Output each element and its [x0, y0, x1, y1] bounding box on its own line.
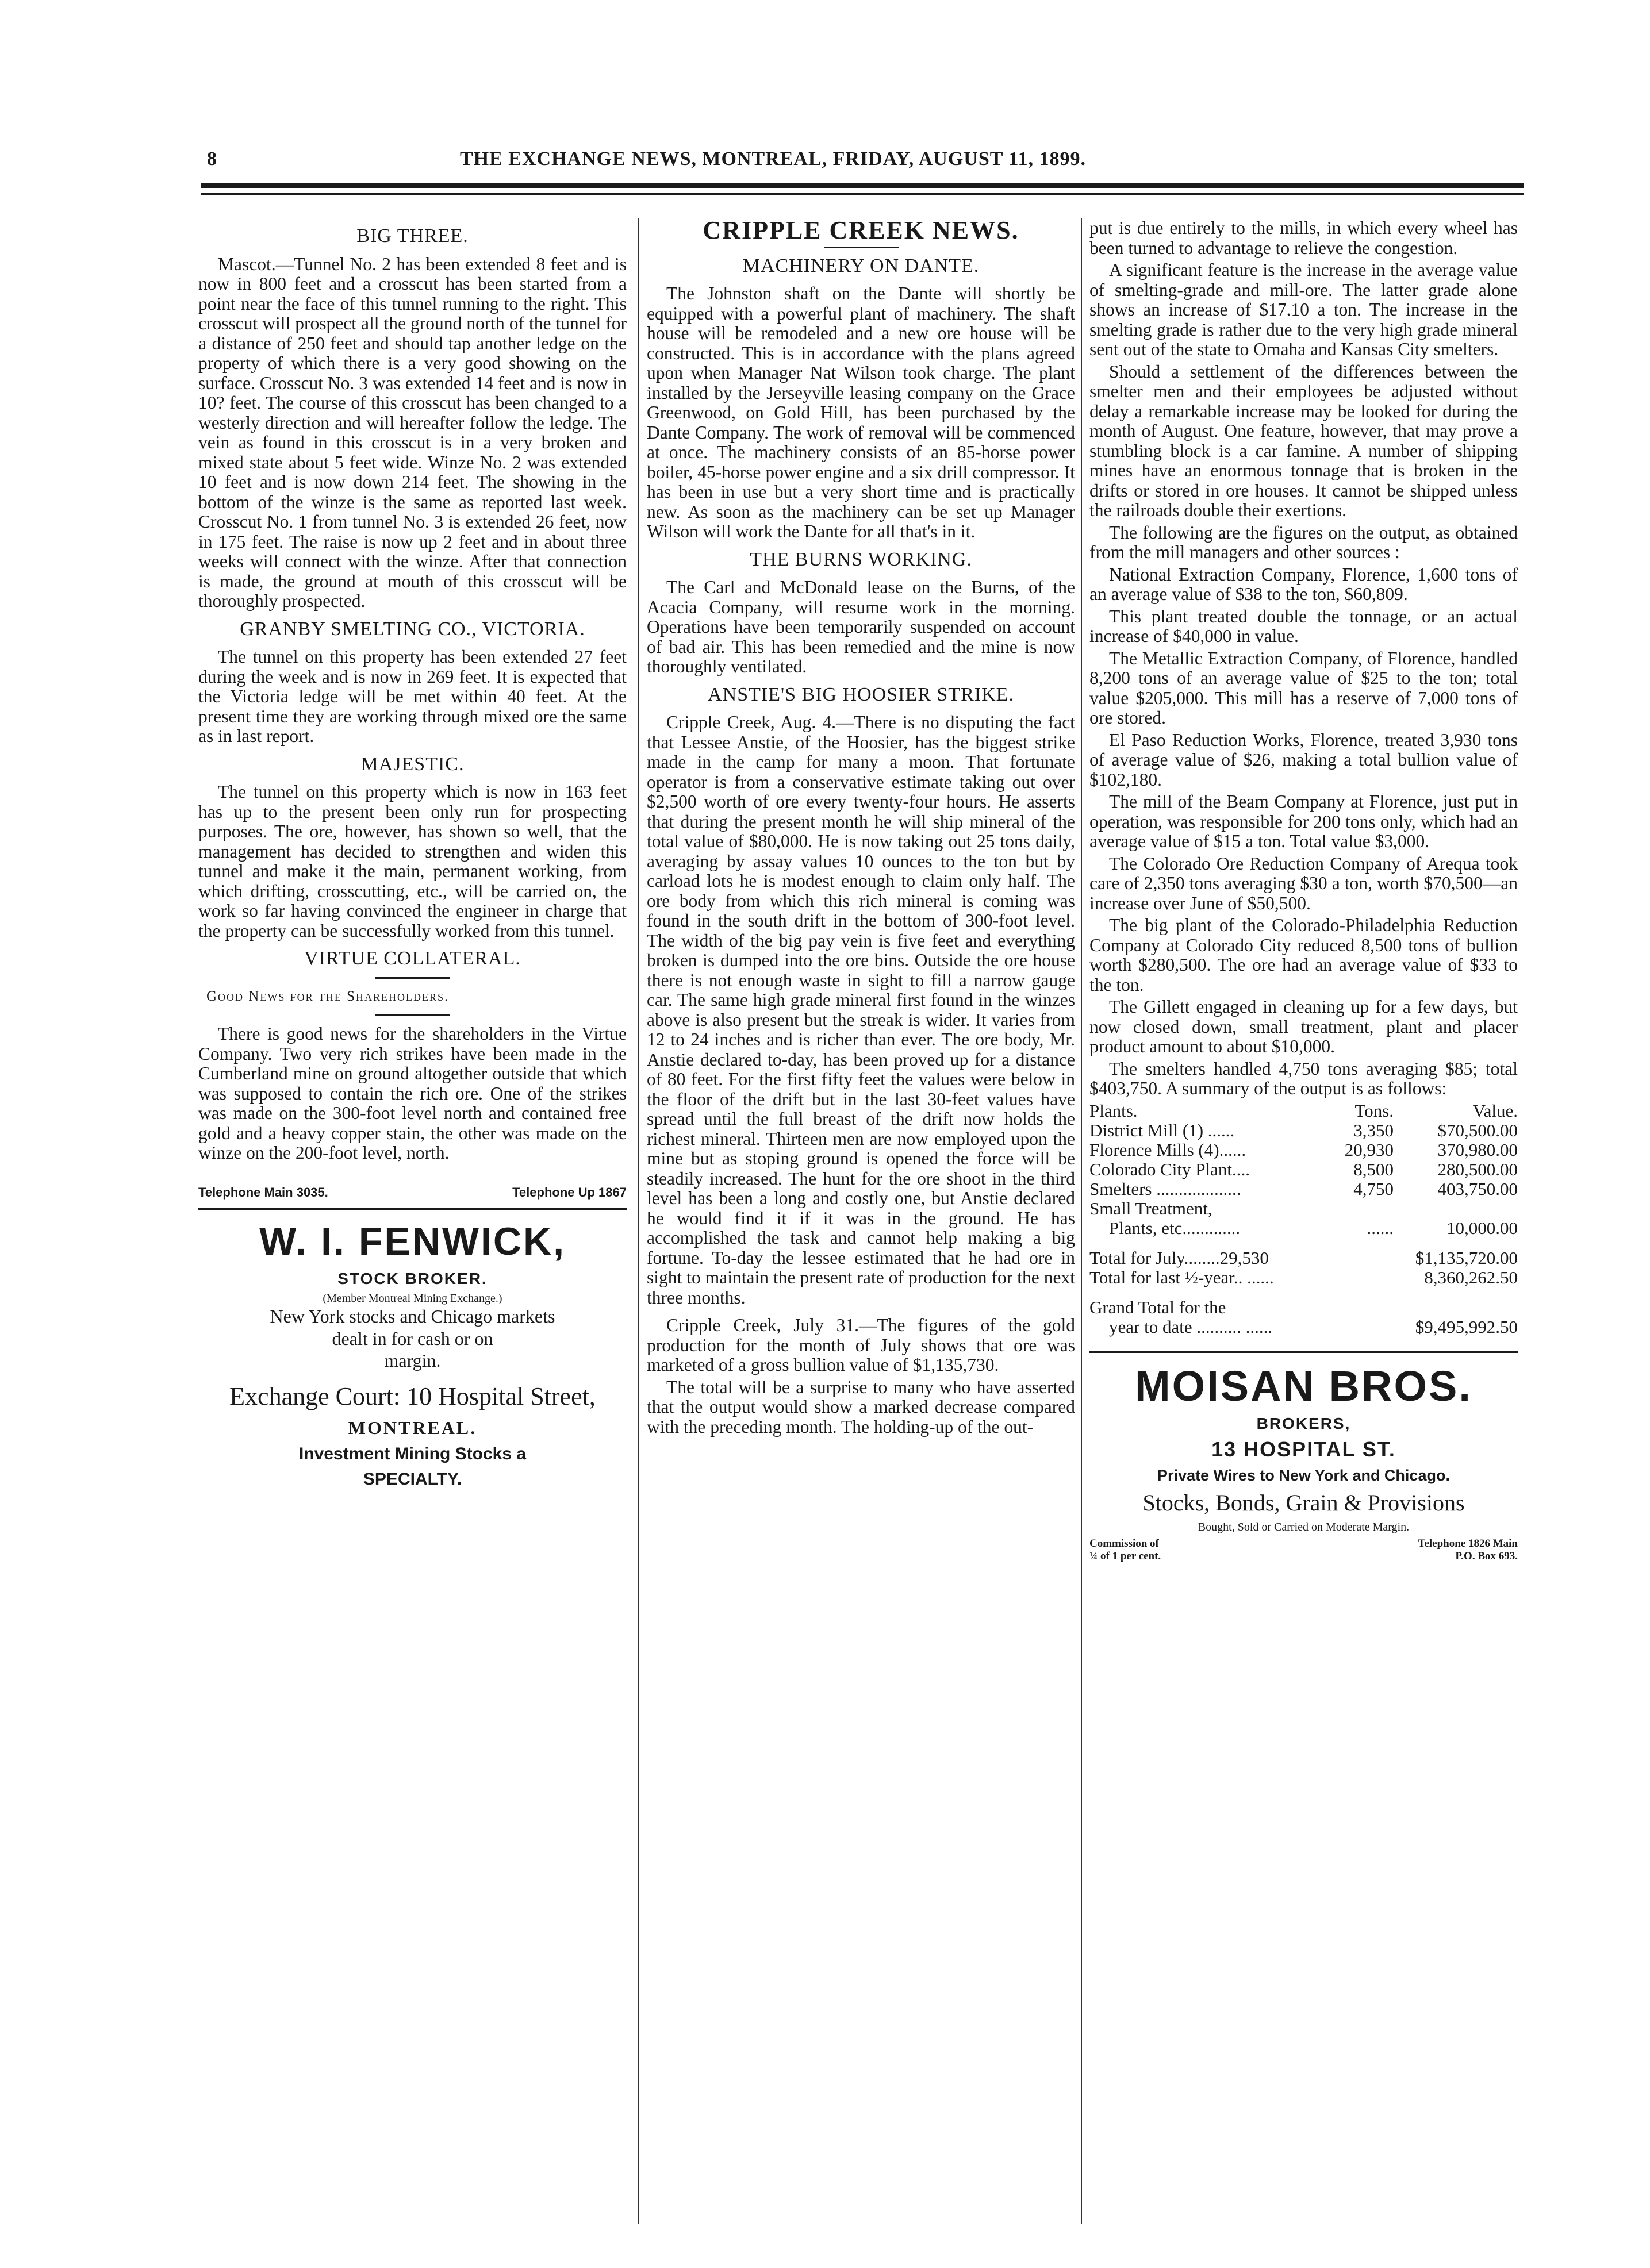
table-cell: 3,350: [1353, 1120, 1394, 1140]
moisan-advertisement: [1089, 1361, 1518, 1563]
article-paragraph: The Gillett engaged in cleaning up for a few days, but now closed down, small treatment, plant and placer product amount to about $10,000.: [1089, 997, 1518, 1056]
section-masthead: CRIPPLE CREEK NEWS.: [703, 216, 1019, 244]
article-paragraph: Should a settlement of the differences between the smelter men and their employees be adjusted without delay a remarkable increase may be looked for during the month of August. One feature, however, that may prove a stumbling block is a car famine. A number of shipping mines have an enormous tonnage that is broken in the drifts or stored in ore houses. It cannot be shipped unless the railroads double their exertions.: [1089, 361, 1518, 520]
table-row: [1089, 1199, 1518, 1218]
section-heading: ANSTIE'S BIG HOOSIER STRIKE.: [708, 683, 1014, 705]
section-subheading: Good News for the Shareholders.: [206, 988, 450, 1004]
output-summary-table: [1089, 1101, 1518, 1238]
article-paragraph: The following are the figures on the output, as obtained from the mill managers and other sources :: [1089, 522, 1518, 562]
article-paragraph: National Extraction Company, Florence, 1,600 tons of an average value of $38 to the ton, $60,809.: [1089, 564, 1518, 604]
table-header: Tons.: [1354, 1100, 1394, 1121]
table-row: [1089, 1140, 1518, 1160]
article-paragraph: The total will be a surprise to many who have asserted that the output would show a marked decrease compared with the preceding month. The holding-up of the out-: [647, 1377, 1075, 1437]
section-heading: VIRTUE COLLATERAL.: [304, 948, 521, 969]
article-paragraph: The tunnel on this property has been extended 27 feet during the week and is now in 269 feet. It is expected that the Victoria ledge will be met within 40 feet. At the present time they are working through mixed ore the same as in last report.: [198, 647, 627, 746]
table-row: [1089, 1179, 1518, 1199]
total-row: [1089, 1248, 1518, 1268]
article-paragraph: put is due entirely to the mills, in which every wheel has been turned to advantage to relieve the congestion.: [1089, 218, 1518, 258]
grand-total-label: Grand Total for the: [1089, 1297, 1226, 1317]
header-rule-thin: [201, 193, 1524, 195]
grand-total-row: [1089, 1317, 1518, 1337]
table-cell: Colorado City Plant....: [1089, 1159, 1250, 1179]
header-rule: [201, 183, 1524, 188]
article-paragraph: The Carl and McDonald lease on the Burns, of the Acacia Company, will resume work in the morning. Operations have been temporarily suspended on account of bad air. This has been remedied and the mine is now thoroughly ventilated.: [647, 577, 1075, 676]
telephone-up: Telephone Up 1867: [512, 1185, 627, 1200]
article-paragraph: Mascot.—Tunnel No. 2 has been extended 8 feet and is now in 800 feet and a crosscut has been started from a point near the face of this tunnel running to the right. This crosscut will prospect all the ground north of the tunnel for a distance of 250 feet and should tap another ledge on the property of which there is a very good showing on the surface. Crosscut No. 3 was extended 14 feet and is now in 10? feet. The course of this crosscut has been changed to a westerly direction and will hereafter follow the ledge. The vein as found in this crosscut is in a very broken and mixed state about 5 feet wide. Winze No. 2 was extended 10 feet and is now down 214 feet. The showing in the bottom of the winze is the same as reported last week. Crosscut No. 1 from tunnel No. 3 is extended 26 feet, now in 175 feet. The raise is now up 2 feet and in about three weeks will connect with the winze. After that connection is made, the ground at mouth of this crosscut will be thoroughly prospected.: [198, 253, 627, 611]
grand-total-label: year to date .......... ......: [1109, 1316, 1273, 1337]
table-cell: Small Treatment,: [1089, 1198, 1212, 1218]
article-paragraph: The Johnston shaft on the Dante will shortly be equipped with a powerful plant of machinery. The shaft house will be remodeled and a new ore house will be constructed. This is in accordance with the plans agreed upon when Manager Nat Wilson took charge. The plant installed by the Jerseyville leasing company on the Grace Greenwood, on Gold Hill, has been purchased by the Dante Company. The work of removal will be commenced at once. The machinery consists of an 85-horse power boiler, 45-horse power engine and a six drill compressor. It has been in use but a very short time and is practically new. As soon as the machinery can be set up Manager Wilson will work the Dante for all that's in it.: [647, 283, 1075, 541]
article-paragraph: There is good news for the shareholders in the Virtue Company. Two very rich strikes have been made in the Cumberland mine on ground altogether outside that which was supposed to contain the rich ore. One of the strikes was made on the 300-foot level north and contained free gold and a heavy copper stain, the other was made on the winze on the 200-foot level, north.: [198, 1024, 627, 1163]
table-header-row: [1089, 1101, 1518, 1121]
article-paragraph: The Colorado Ore Reduction Company of Arequa took care of 2,350 tons averaging $30 a ton, worth $70,500—an increase over June of $50,500.: [1089, 853, 1518, 913]
article-paragraph: The big plant of the Colorado-Philadelphia Reduction Company at Colorado City reduced 8,500 tons of bullion worth $280,500. The ore had an average value of $33 to the ton.: [1089, 915, 1518, 995]
section-heading: MACHINERY ON DANTE.: [742, 255, 980, 276]
table-cell: 280,500.00: [1437, 1159, 1518, 1179]
article-paragraph: Cripple Creek, Aug. 4.—There is no disputing the fact that Lessee Anstie, of the Hoosier, has the biggest strike made in the camp for many a moon. That fortunate operator is from a conservative estimate taking out over $2,500 worth of ore every twenty-four hours. He asserts that during the present month he will ship mineral of the total value of $80,000. He is now taking out 25 tons daily, averaging by assay values 10 ounces to the ton but by carload lots he is modest enough to claim only half. The ore body from which this rich mineral is coming was found in the south drift in the bottom of 300-foot level. The width of the big pay vein is five feet and everything broken is dumped into the ore bins. Outside the ore house there is not enough waste in sight to fill a narrow gauge car. The same high grade mineral first found in the winzes above is also present but the streak is wider. It varies from 12 to 24 inches and is richer than ever. The ore body, Mr. Anstie declared to-day, has been proved up for a distance of 80 feet. For the first fifty feet the values were below in the floor of the drift but in the last 30-feet values have spread until the full breast of the drift now holds the richest mineral. Thirteen men are now employed upon the mine but as stoping ground is opened the force will be steadily increased. The hunt for the ore shoot in the third level has been a long and costly one, but Anstie declared he would find it if it was in the ground. He has accomplished the task and cannot help making a big fortune. To-day the lessee estimated that he had ore in sight to maintain the present rate of production for the next three months.: [647, 712, 1075, 1308]
table-cell: District Mill (1) ......: [1089, 1120, 1235, 1140]
ad-line: Private Wires to New York and Chicago.: [1157, 1467, 1450, 1485]
ad-line: New York stocks and Chicago markets: [270, 1306, 555, 1327]
commission-note: Commission of ¼ of 1 per cent.: [1089, 1537, 1161, 1563]
fenwick-advertisement: [198, 1218, 627, 1490]
total-value: 8,360,262.50: [1424, 1267, 1518, 1287]
table-cell: ......: [1367, 1217, 1394, 1238]
article-paragraph: The smelters handled 4,750 tons averaging $85; total $403,750. A summary of the output is as follows:: [1089, 1058, 1518, 1098]
article-paragraph: The Metallic Extraction Company, of Florence, handled 8,200 tons of an average value of $25 to the ton; total value $205,000. This mill has a reserve of 7,000 tons of ore stored.: [1089, 648, 1518, 728]
total-label: Total for last ½-year.. ......: [1089, 1267, 1274, 1287]
section-heading: MAJESTIC.: [360, 753, 465, 775]
telephone-main: Telephone Main 3035.: [198, 1185, 328, 1200]
ad-line: margin.: [384, 1350, 441, 1371]
ad-line: dealt in for cash or on: [332, 1328, 493, 1349]
ad-line: Bought, Sold or Carried on Moderate Margin.: [1198, 1521, 1410, 1534]
divider: [375, 977, 450, 979]
section-heading: BIG THREE.: [356, 225, 469, 247]
masthead: THE EXCHANGE NEWS, MONTREAL, FRIDAY, AUGUST 11, 1899.: [460, 148, 1086, 170]
table-cell: Smelters ...................: [1089, 1178, 1241, 1199]
table-cell: 8,500: [1353, 1159, 1394, 1179]
ad-city: MONTREAL.: [348, 1417, 477, 1439]
article-paragraph: El Paso Reduction Works, Florence, treated 3,930 tons of average value of $26, making a total bullion value of $102,180.: [1089, 729, 1518, 790]
table-header: Value.: [1472, 1100, 1518, 1121]
article-paragraph: The tunnel on this property which is now in 163 feet has up to the present been only run for prospecting purposes. The ore, however, has shown so well, that the management has decided to strengthen and widen this tunnel and make it the main, permanent working, from which drifting, crosscutting, etc., will be carried on, the work so far having convinced the engineer in charge that the property can be successfully worked from this tunnel.: [198, 782, 627, 941]
membership-note: (Member Montreal Mining Exchange.): [323, 1292, 502, 1305]
divider: [375, 1014, 450, 1016]
contact-note: Telephone 1826 Main P.O. Box 693.: [1418, 1537, 1518, 1563]
grand-total-value: $9,495,992.50: [1415, 1316, 1518, 1337]
column-3: [1089, 218, 1518, 1563]
ad-address: Exchange Court: 10 Hospital Street,: [229, 1382, 596, 1411]
column-divider: [638, 218, 639, 2224]
page-number: 8: [207, 148, 217, 170]
divider: [824, 247, 899, 248]
table-cell: 4,750: [1353, 1178, 1394, 1199]
table-cell: [1403, 1199, 1518, 1218]
advertiser-name: W. I. FENWICK,: [259, 1220, 566, 1263]
section-heading: THE BURNS WORKING.: [750, 548, 972, 570]
advertiser-role: BROKERS,: [1256, 1414, 1351, 1433]
article-paragraph: Cripple Creek, July 31.—The figures of the gold production for the month of July shows that ore was marketed of a gross bullion value of $1,135,730.: [647, 1315, 1075, 1375]
total-label: Total for July........29,530: [1089, 1247, 1269, 1268]
article-paragraph: The mill of the Beam Company at Florence, just put in operation, was responsible for 200 tons only, which had an average value of $15 a ton. Total value $3,000.: [1089, 791, 1518, 851]
table-cell: 370,980.00: [1437, 1139, 1518, 1160]
page-header: [195, 148, 1524, 177]
table-cell: Plants, etc.............: [1109, 1217, 1241, 1238]
section-heading: GRANBY SMELTING CO., VICTORIA.: [240, 618, 585, 640]
table-cell: Florence Mills (4)......: [1089, 1139, 1246, 1160]
table-row: [1089, 1160, 1518, 1179]
moisan-footer: [1089, 1537, 1518, 1563]
ad-rule: [1089, 1351, 1518, 1353]
table-cell: [1319, 1199, 1403, 1218]
article-paragraph: A significant feature is the increase in the average value of smelting-grade and mill-ore. The latter grade alone shows an increase of $17.10 a ton. The increase in the smelting grade is rather due to the very high grade mineral sent out of the state to Omaha and Kansas City smelters.: [1089, 260, 1518, 359]
advertiser-name: MOISAN BROS.: [1135, 1362, 1472, 1410]
ad-line: Stocks, Bonds, Grain & Provisions: [1142, 1490, 1465, 1516]
table-cell: 403,750.00: [1437, 1178, 1518, 1199]
total-row: [1089, 1268, 1518, 1287]
article-paragraph: This plant treated double the tonnage, or an actual increase of $40,000 in value.: [1089, 606, 1518, 646]
column-1: [198, 218, 627, 1490]
ad-address: 13 HOSPITAL ST.: [1211, 1437, 1396, 1461]
table-row: [1089, 1218, 1518, 1238]
column-2: [647, 218, 1075, 1439]
table-row: [1089, 1121, 1518, 1140]
ad-line: SPECIALTY.: [363, 1469, 462, 1489]
table-header: Plants.: [1089, 1100, 1138, 1121]
table-cell: $70,500.00: [1437, 1120, 1518, 1140]
advertiser-role: STOCK BROKER.: [337, 1269, 488, 1287]
ad-rule: [198, 1208, 627, 1210]
column-divider: [1081, 218, 1082, 2224]
total-value: $1,135,720.00: [1415, 1247, 1518, 1268]
ad-line: Investment Mining Stocks a: [298, 1444, 527, 1463]
table-cell: 10,000.00: [1446, 1217, 1518, 1238]
table-cell: 20,930: [1344, 1139, 1394, 1160]
fenwick-telephones: [198, 1183, 627, 1203]
